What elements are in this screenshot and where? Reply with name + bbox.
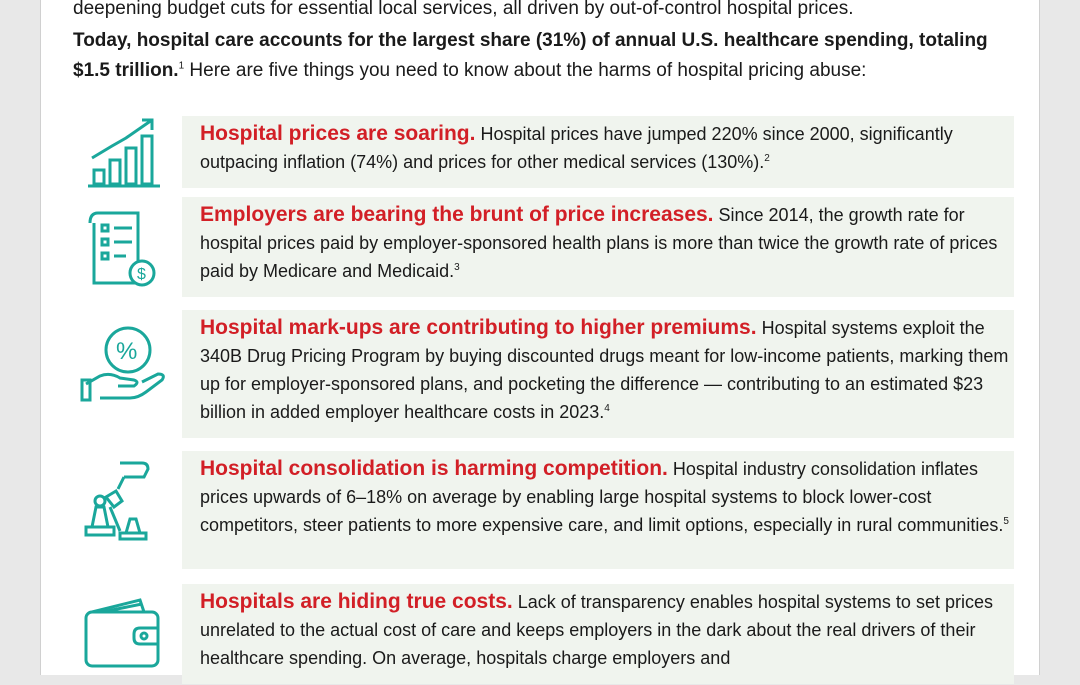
item-heading: Employers are bearing the brunt of price increases.: [200, 203, 714, 226]
item-body: Hospital industry consolidation inflates prices upwards of 6–18% on average by enabling large hospital systems to block lower-cost competitors, steer patients to more expensive care, and limit options, especially in rural communities.: [200, 459, 1004, 535]
list-item: [182, 116, 1014, 188]
footnote-ref: 5: [1003, 516, 1009, 527]
item-body: Hospital systems exploit the 340B Drug Pricing Program by buying discounted drugs meant for low-income patients, marking them up for employer-sponsored plans, and pocketing the difference — contributing to an estimated $23 billion in added employer healthcare costs in 2023.: [200, 318, 1009, 422]
wallet-icon: [80, 590, 170, 680]
footnote-ref: 3: [454, 262, 460, 273]
list-item: [182, 451, 1014, 569]
hand-percent-icon: [80, 318, 170, 408]
intro-line: deepening budget cuts for essential local services, all driven by out-of-control hospital prices.: [73, 0, 854, 19]
list-item: [182, 197, 1014, 297]
intro-text: [73, 0, 1013, 86]
item-heading: Hospital consolidation is harming competition.: [200, 457, 668, 480]
invoice-dollar-icon: [80, 205, 170, 295]
svg-text:%: %: [116, 338, 138, 365]
item-heading: Hospital prices are soaring.: [200, 122, 476, 145]
item-body: Since 2014, the growth rate for hospital prices paid by employer-sponsored health plans is more than twice the growth rate of prices paid by Medicare and Medicaid.: [200, 205, 998, 281]
intro-rest: Here are five things you need to know about the harms of hospital pricing abuse:: [184, 60, 867, 81]
svg-text:$: $: [137, 266, 146, 283]
chess-piece-icon: [80, 455, 170, 545]
item-heading: Hospitals are hiding true costs.: [200, 590, 513, 613]
footnote-ref: 4: [604, 403, 610, 414]
list-item: [182, 584, 1014, 684]
item-heading: Hospital mark-ups are contributing to higher premiums.: [200, 316, 757, 339]
item-body: Hospital prices have jumped 220% since 2000, significantly outpacing inflation (74%) and prices for other medical services (130%).: [200, 124, 953, 172]
list-item: [182, 310, 1014, 438]
bar-chart-growth-icon: [80, 112, 170, 202]
item-body: Lack of transparency enables hospital systems to set prices unrelated to the actual cost of care and keeps employers in the dark about the real drivers of their healthcare spending. On average, hospitals charge employers and: [200, 592, 993, 668]
intro-bold-statement: Today, hospital care accounts for the largest share (31%) of annual U.S. healthcare spending, totaling $1.5 trillion.: [73, 30, 988, 81]
footnote-ref: 1: [178, 60, 185, 72]
footnote-ref: 2: [764, 153, 770, 164]
